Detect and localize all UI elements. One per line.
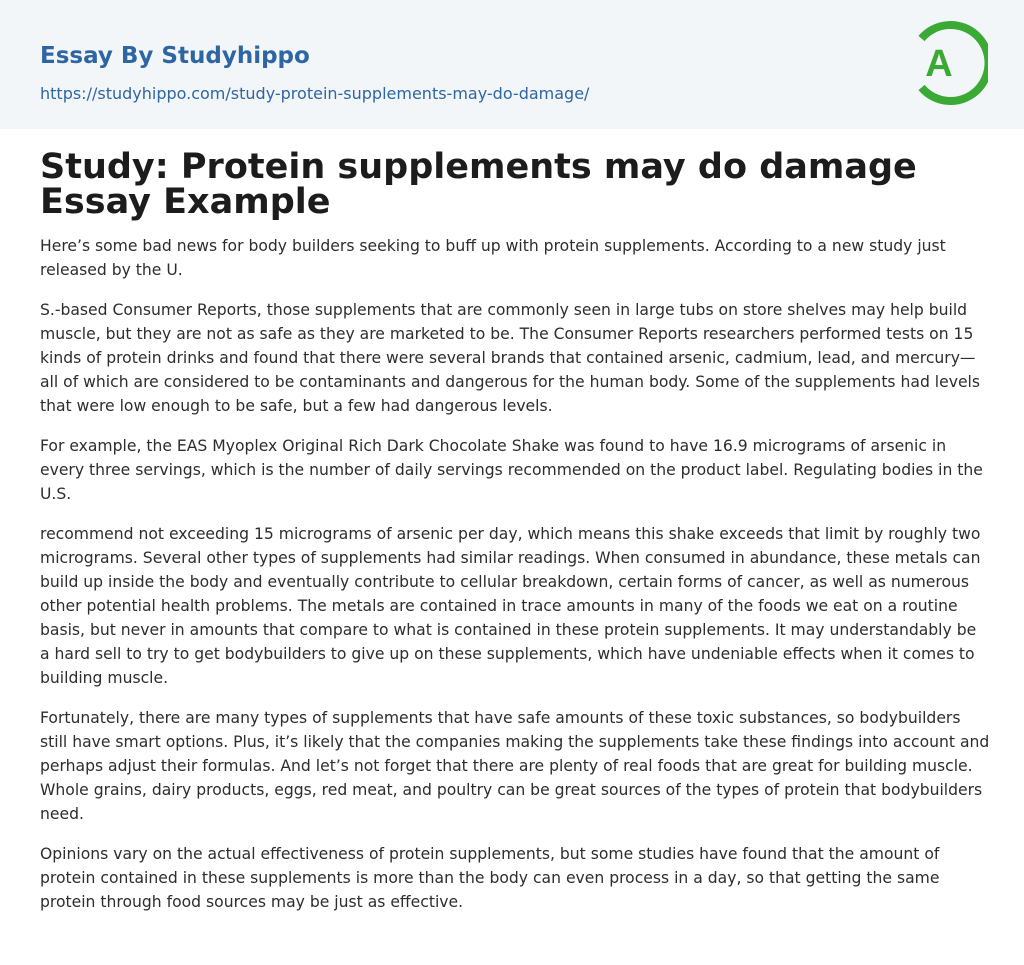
essay-url-link[interactable]: https://studyhippo.com/study-protein-supplements-may-do-damage/	[40, 84, 590, 103]
site-header	[0, 0, 1024, 129]
studyhippo-logo-icon[interactable]	[912, 18, 988, 108]
essay-paragraph: Here’s some bad news for body builders seeking to buff up with protein supplements. According to a new study just released by the U.	[40, 237, 946, 279]
logo-letter: A	[925, 43, 953, 85]
essay-title: Study: Protein supplements may do damage Essay Example	[40, 147, 917, 222]
essay-paragraph: Fortunately, there are many types of supplements that have safe amounts of these toxic substances, so bodybuilders still have smart options. Plus, it’s likely that the companies making the supplements take these findings into account and perhaps adjust their formulas. And let’s not forget that there are plenty of real foods that are great for building muscle. Whole grains, dairy products, eggs, red meat, and poultry can be great sources of the types of protein that bodybuilders need.	[40, 709, 990, 823]
essay-paragraph: Opinions vary on the actual effectiveness of protein supplements, but some studies have found that the amount of protein contained in these supplements is more than the body can even process in a day, so that getting the same protein through food sources may be just as effective.	[40, 845, 940, 911]
site-brand[interactable]: Essay By Studyhippo	[40, 43, 310, 69]
essay-paragraph: S.-based Consumer Reports, those supplements that are commonly seen in large tubs on store shelves may help build muscle, but they are not as safe as they are marketed to be. The Consumer Reports researchers performed tests on 15 kinds of protein drinks and found that there were several brands that contained arsenic, cadmium, lead, and mercury—all of which are considered to be contaminants and dangerous for the human body. Some of the supplements had levels that were low enough to be safe, but a few had dangerous levels.	[40, 301, 981, 415]
essay-content	[40, 147, 990, 930]
essay-paragraph: recommend not exceeding 15 micrograms of arsenic per day, which means this shake exceeds that limit by roughly two micrograms. Several other types of supplements had similar readings. When consumed in abundance, these metals can build up inside the body and eventually contribute to cellular breakdown, certain forms of cancer, as well as numerous other potential health problems. The metals are contained in trace amounts in many of the foods we eat on a routine basis, but never in amounts that compare to what is contained in these protein supplements. It may understandably be a hard sell to try to get bodybuilders to give up on these supplements, which have undeniable effects when it comes to building muscle.	[40, 525, 981, 687]
essay-paragraph: For example, the EAS Myoplex Original Rich Dark Chocolate Shake was found to have 16.9 micrograms of arsenic in every three servings, which is the number of daily servings recommended on the product label. Regulating bodies in the U.S.	[40, 437, 983, 503]
